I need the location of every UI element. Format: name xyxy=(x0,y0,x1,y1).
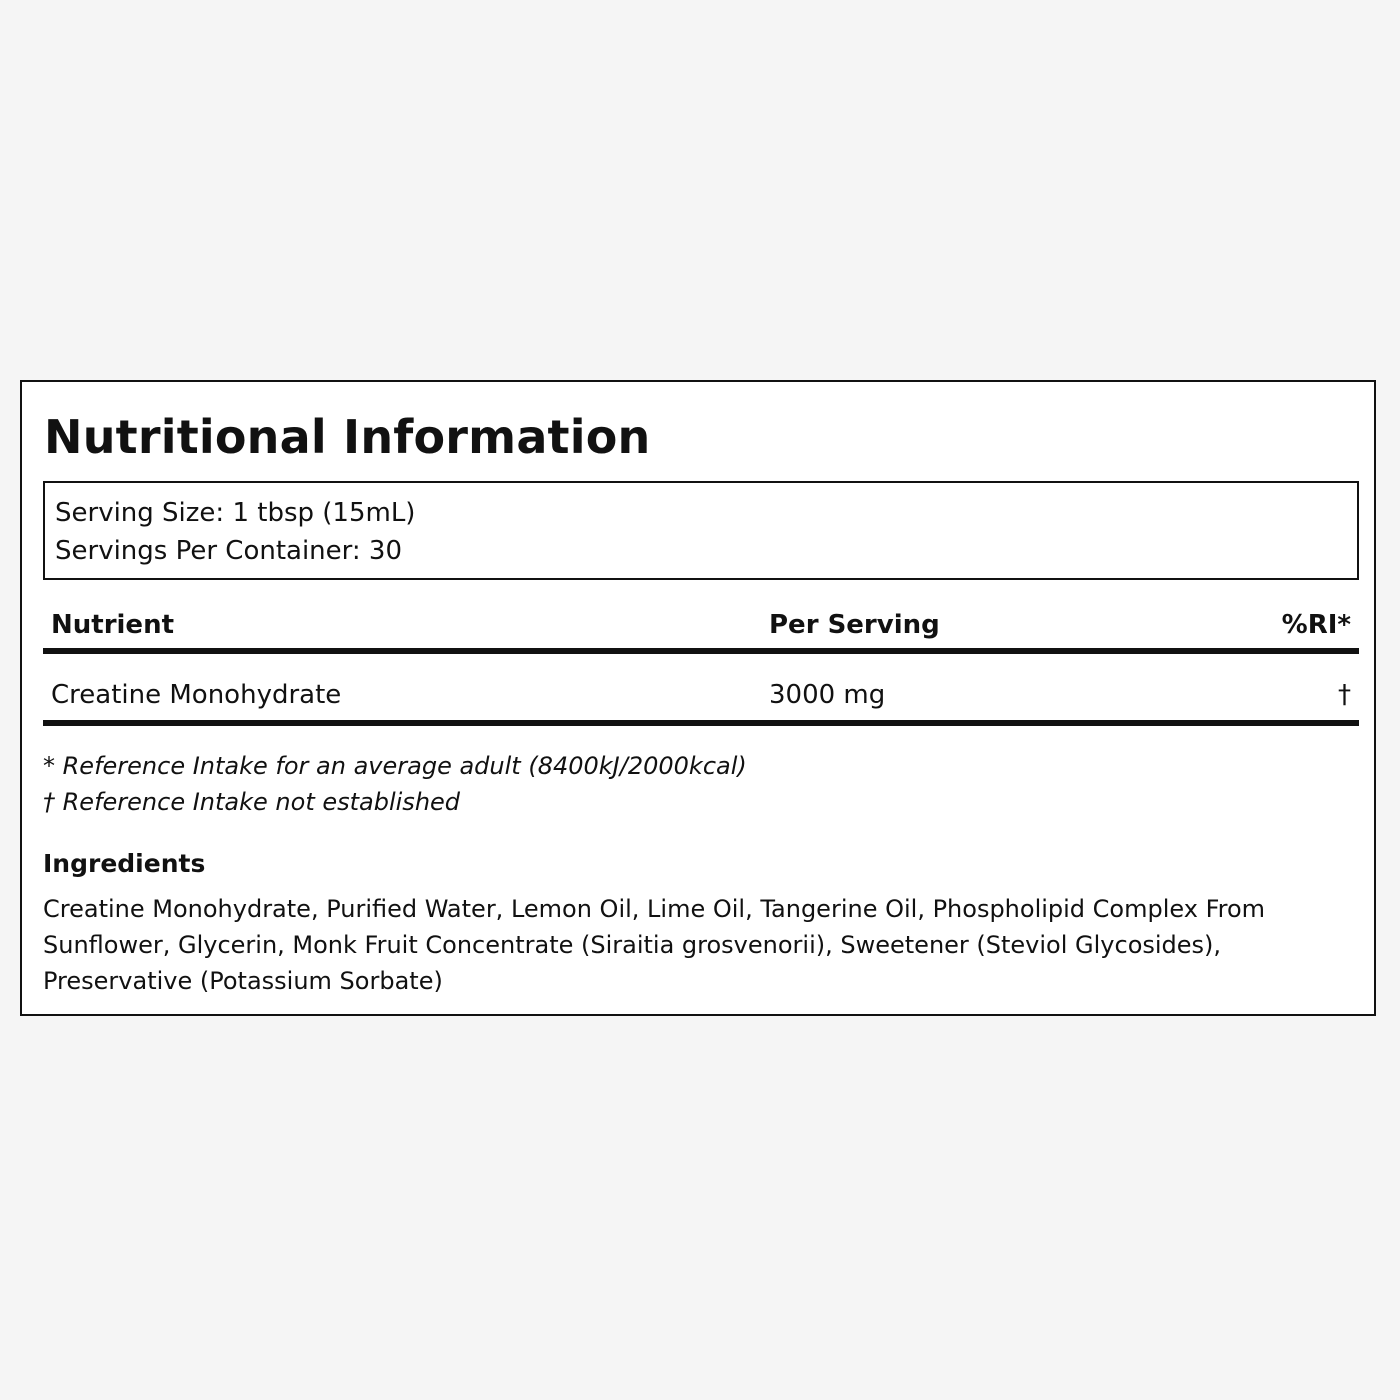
row-per-serving: 3000 mg xyxy=(769,680,886,710)
serving-size: Serving Size: 1 tbsp (15mL) xyxy=(55,498,416,528)
nutrition-label-panel xyxy=(20,380,1376,1016)
header-nutrient: Nutrient xyxy=(51,610,175,640)
header-per-serving: Per Serving xyxy=(769,610,940,640)
footnote-not-established: † Reference Intake not established xyxy=(43,788,461,816)
serving-info-box xyxy=(43,481,1359,580)
row-nutrient: Creatine Monohydrate xyxy=(51,680,342,710)
footnote-reference-intake: * Reference Intake for an average adult (8400kJ/2000kcal) xyxy=(43,752,747,780)
servings-per-container: Servings Per Container: 30 xyxy=(55,536,403,566)
header-ri: %RI* xyxy=(1281,610,1351,640)
ingredients-heading: Ingredients xyxy=(43,849,206,878)
footnotes xyxy=(43,748,747,820)
table-row xyxy=(43,674,1359,726)
label-title: Nutritional Information xyxy=(44,410,651,464)
ingredients-list: Creatine Monohydrate, Purified Water, Lemon Oil, Lime Oil, Tangerine Oil, Phospholipid Complex From Sunflower, Glycerin, Monk Fruit Concentrate (Siraitia grosvenorii), Sweetener (Steviol Glycosides), Preservative (Potassium Sorbate) xyxy=(43,895,1266,995)
row-ri: † xyxy=(1338,680,1351,710)
nutrient-table-header xyxy=(43,604,1359,654)
